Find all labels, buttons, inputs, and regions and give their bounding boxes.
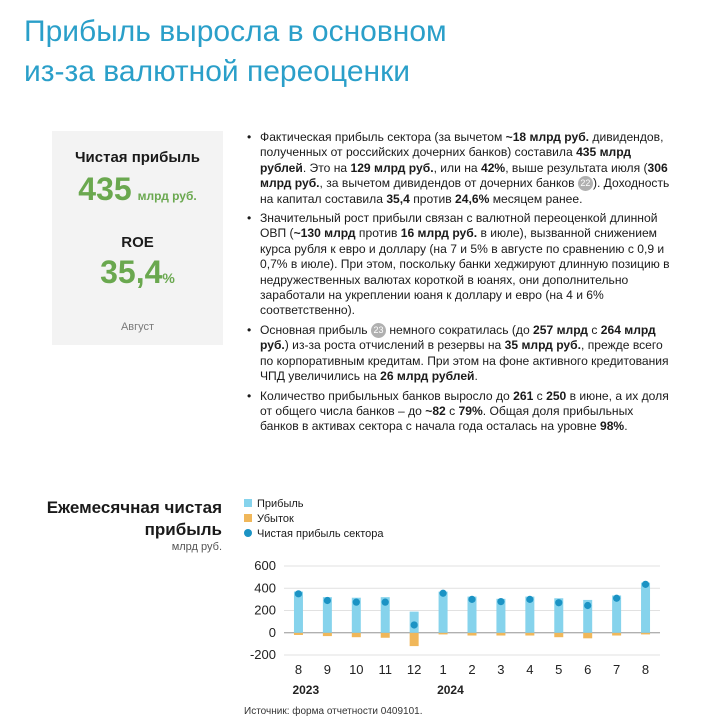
loss-bar bbox=[612, 633, 621, 636]
bold-text: 435 млрд рублей bbox=[260, 145, 631, 175]
net-profit-point bbox=[468, 596, 475, 603]
bold-text: 261 bbox=[513, 388, 534, 403]
net-profit-point bbox=[555, 599, 562, 606]
bold-text: 42% bbox=[480, 160, 506, 175]
bullet-text: ). Доходность на капитал составила bbox=[260, 176, 670, 206]
footnote-badge: 22 bbox=[578, 176, 593, 191]
bullet-text: в июне, а их доля от общего числа банков – до bbox=[260, 388, 669, 418]
x-tick-label: 8 bbox=[294, 662, 303, 677]
bullet-text: Фактическая прибыль сектора (за вычетом bbox=[260, 130, 506, 144]
roe-value: 35,4 bbox=[100, 254, 163, 290]
y-tick-label: 600 bbox=[254, 558, 276, 573]
bullet-text: с bbox=[533, 388, 547, 403]
bullet-text: ) из-за роста отчислений в резервы на bbox=[284, 338, 505, 353]
bullet-text: месяцем ранее. bbox=[489, 191, 583, 206]
loss-bar bbox=[496, 633, 505, 636]
x-tick-label: 3 bbox=[497, 662, 505, 677]
bold-text: 264 млрд руб. bbox=[260, 322, 656, 353]
net-profit-point bbox=[353, 599, 360, 606]
bullet-item bbox=[244, 389, 674, 435]
bullet-text: Значительный рост прибыли связан с валютной переоценкой длинной ОВП ( bbox=[260, 211, 658, 241]
chart-title: Ежемесячная чистая прибыль bbox=[46, 498, 222, 539]
net-profit-unit: млрд руб. bbox=[137, 189, 197, 203]
bold-text: 129 млрд руб. bbox=[350, 160, 434, 175]
loss-bar bbox=[323, 633, 332, 636]
loss-bar bbox=[525, 633, 534, 636]
loss-bar bbox=[410, 633, 419, 646]
bold-text: 24,6% bbox=[455, 191, 490, 206]
bold-text: 257 млрд bbox=[533, 322, 588, 337]
roe-unit: % bbox=[162, 270, 175, 286]
bullet-text: с bbox=[445, 403, 459, 418]
source-note: Источник: форма отчетности 0409101. bbox=[244, 706, 423, 717]
x-tick-label: 7 bbox=[612, 662, 621, 677]
bullet-item bbox=[244, 211, 674, 319]
loss-bar bbox=[381, 633, 390, 638]
year-label: 2024 bbox=[437, 683, 464, 697]
bold-text: ~82 bbox=[425, 403, 446, 418]
y-tick-label: 400 bbox=[254, 580, 276, 596]
legend-item-net bbox=[244, 527, 383, 542]
bold-text: 35 млрд руб. bbox=[504, 338, 581, 353]
legend-item-loss bbox=[244, 512, 383, 527]
legend-label-loss: Убыток bbox=[257, 513, 294, 525]
roe-label: ROE bbox=[121, 234, 154, 251]
year-label: 2023 bbox=[292, 683, 320, 697]
net-profit-point bbox=[497, 598, 504, 605]
x-tick-label: 10 bbox=[349, 662, 364, 677]
roe-value-row bbox=[52, 254, 223, 291]
net-profit-value-row bbox=[52, 171, 223, 208]
x-tick-label: 11 bbox=[378, 662, 392, 677]
bullet-item bbox=[244, 323, 674, 385]
bold-text: ~18 млрд руб. bbox=[505, 130, 590, 144]
loss-bar bbox=[352, 633, 361, 637]
bullet-text: дивидендов, полученных от российских дочерних банков) составила bbox=[260, 130, 664, 160]
bullet-item bbox=[244, 130, 674, 207]
bold-text: 306 млрд руб. bbox=[260, 160, 668, 191]
bullet-text: немного сократилась (до bbox=[385, 322, 534, 337]
kpi-period: Август bbox=[120, 321, 155, 333]
net-profit-label: Чистая прибыль bbox=[75, 149, 200, 166]
x-tick-label: 12 bbox=[406, 662, 422, 677]
bold-text: 250 bbox=[546, 388, 567, 403]
bullet-text: . bbox=[624, 419, 628, 434]
loss-bar bbox=[554, 633, 563, 637]
loss-bar bbox=[439, 633, 448, 635]
page-title-line-2: из-за валютной переоценки bbox=[24, 55, 410, 88]
profit-bar bbox=[294, 592, 303, 633]
legend-item-profit bbox=[244, 497, 383, 512]
y-tick-label: 200 bbox=[254, 602, 276, 618]
net-profit-value: 435 bbox=[78, 171, 132, 207]
monthly-profit-chart bbox=[240, 558, 680, 698]
net-profit-point bbox=[613, 595, 620, 602]
page-title-line-1: Прибыль выросла в основном bbox=[24, 15, 447, 48]
bold-text: 98% bbox=[599, 419, 625, 434]
footnote-badge: 23 bbox=[371, 323, 386, 338]
bullet-text: . Общая доля прибыльных банков в активах сектора с начала года осталась на уровне bbox=[260, 403, 634, 434]
net-profit-point bbox=[324, 597, 331, 604]
chart-legend bbox=[244, 497, 383, 542]
bullet-text: , или на bbox=[433, 160, 481, 175]
loss-bar bbox=[641, 633, 650, 635]
bullet-text: , за вычетом дивидендов от дочерних банков bbox=[319, 176, 578, 191]
bold-text: 35,4 bbox=[386, 191, 410, 206]
net-profit-point bbox=[584, 602, 591, 609]
loss-bar bbox=[583, 633, 592, 639]
bullet-text: против bbox=[355, 226, 401, 241]
bullet-text: Количество прибыльных банков выросло до bbox=[260, 388, 514, 403]
x-tick-label: 4 bbox=[526, 662, 534, 677]
x-tick-label: 8 bbox=[641, 662, 650, 677]
bullet-text: в июле), вызванной снижением курса рубля к евро и доллару (на 7 и 5% в августе по сравнению с 0,9 и 0,7% в июле). При этом, поскольку банки хеджируют длинную позицию в недружественных валютах короткой в юанях, они дополнительно заработали на укреплении юаня к доллару и евро (на 4 и 6% соответственно). bbox=[260, 226, 670, 318]
legend-label-profit: Прибыль bbox=[257, 498, 304, 510]
net-profit-point bbox=[411, 621, 418, 628]
kpi-card bbox=[52, 131, 223, 345]
net-profit-point bbox=[382, 599, 389, 606]
legend-swatch-profit bbox=[244, 499, 252, 507]
net-profit-point bbox=[295, 590, 302, 597]
bold-text: ~130 млрд bbox=[293, 226, 356, 241]
net-profit-point bbox=[439, 590, 446, 597]
x-tick-label: 9 bbox=[323, 662, 332, 677]
y-tick-label: -200 bbox=[249, 647, 276, 662]
bullet-text: с bbox=[587, 322, 601, 337]
legend-swatch-net bbox=[244, 529, 252, 537]
bold-text: 16 млрд руб. bbox=[400, 226, 478, 241]
profit-bar bbox=[439, 592, 448, 633]
x-tick-label: 5 bbox=[555, 662, 563, 677]
bold-text: 26 млрд рублей bbox=[380, 369, 475, 384]
legend-swatch-loss bbox=[244, 514, 252, 522]
bullet-text: . Это на bbox=[302, 160, 351, 175]
legend-label-net: Чистая прибыль сектора bbox=[257, 528, 384, 540]
x-tick-label: 2 bbox=[468, 662, 476, 677]
profit-bar bbox=[641, 583, 650, 633]
bullet-text: Основная прибыль bbox=[260, 322, 371, 337]
y-tick-label: 0 bbox=[268, 624, 276, 640]
loss-bar bbox=[294, 633, 303, 635]
net-profit-point bbox=[642, 581, 649, 588]
bullet-text: против bbox=[409, 191, 456, 206]
page-title bbox=[24, 12, 447, 92]
bullet-text: . bbox=[474, 369, 478, 384]
bullet-text: , прежде всего по корпоративным кредитам. При этом на фоне активного кредитования ЧПД увеличились на bbox=[260, 338, 669, 384]
x-tick-label: 1 bbox=[439, 662, 447, 677]
x-tick-label: 6 bbox=[584, 662, 592, 677]
bold-text: 79% bbox=[458, 403, 483, 418]
commentary-bullets bbox=[244, 130, 674, 439]
bullet-text: , выше результата июля ( bbox=[505, 160, 648, 175]
loss-bar bbox=[468, 633, 477, 636]
chart-unit: млрд руб. bbox=[171, 541, 222, 553]
net-profit-point bbox=[526, 596, 533, 603]
